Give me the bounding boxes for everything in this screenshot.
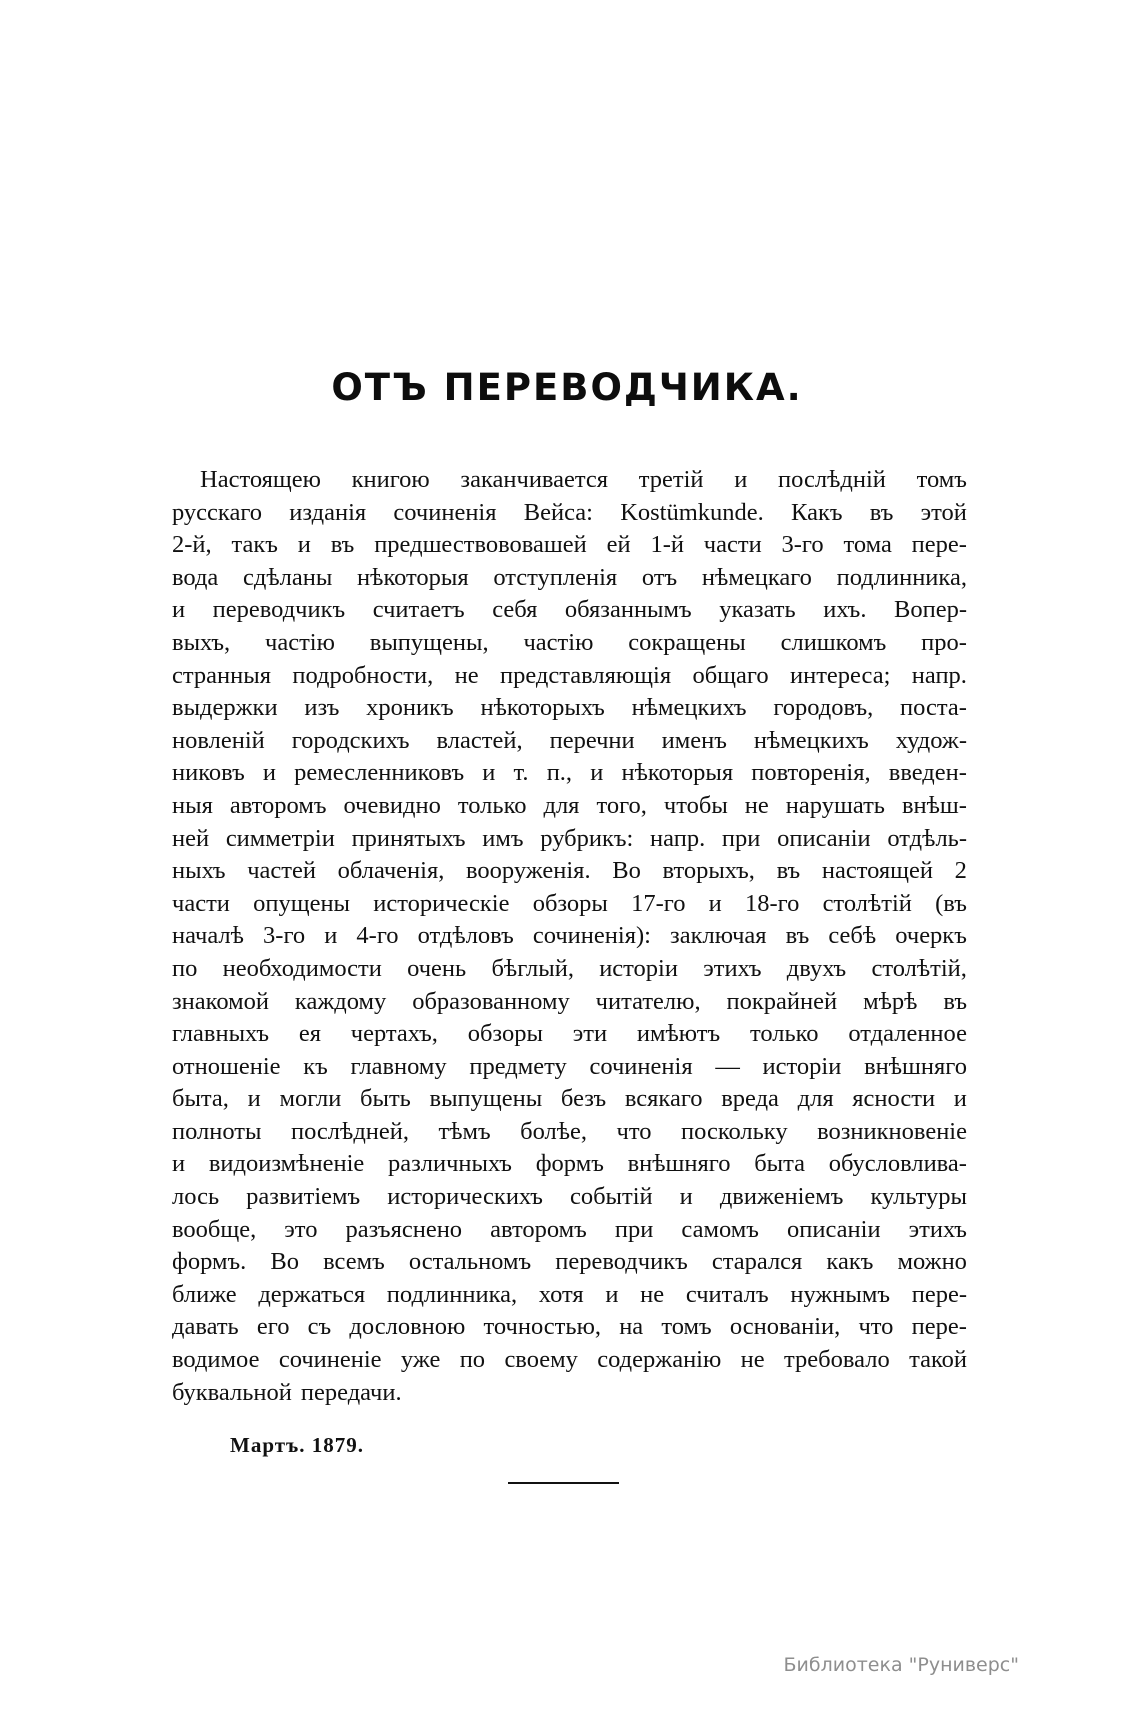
text-line: отношеніе къ главному предмету сочиненія — исторіи внѣшняго [172,1052,967,1080]
text-line: ней симметріи принятыхъ имъ рубрикъ: напр. при описаніи отдѣль- [172,824,967,852]
text-line: и видоизмѣненіе различныхъ формъ внѣшняго быта обусловлива- [172,1150,967,1178]
text-line: вообще, это разъяснено авторомъ при самомъ описаніи этихъ [172,1215,967,1243]
text-line: Настоящею книгою заканчивается третій и послѣдній томъ [200,466,967,493]
text-line: ближе держаться подлинника, хотя и не считалъ нужнымъ пере- [172,1280,967,1308]
text-line: странныя подробности, не представляющія общаго интереса; напр. [172,661,967,689]
text-line: водимое сочиненіе уже по своему содержанію не требовало такой [172,1346,967,1374]
text-line: главныхъ ея чертахъ, обзоры эти имѣютъ только отдаленное [172,1020,967,1048]
text-line: буквальной передачи. [172,1378,402,1406]
text-line: началѣ 3-го и 4-го отдѣловъ сочиненія): заключая въ себѣ очеркъ [172,922,967,950]
closing-rule [508,1482,619,1484]
text-line: русскаго изданія сочиненія Вейса: Kostümkunde. Какъ въ этой [172,498,967,526]
library-watermark: Библиотека "Руниверс" [783,1654,1019,1676]
page-title: ОТЪ ПЕРЕВОДЧИКА. [331,366,803,409]
date-signature: Мартъ. 1879. [230,1433,365,1457]
text-line: лось развитіемъ историческихъ событій и движеніемъ культуры [172,1183,967,1211]
text-line: выхъ, частію выпущены, частію сокращены слишкомъ про- [172,628,967,656]
text-line: быта, и могли быть выпущены безъ всякаго вреда для ясности и [172,1085,967,1113]
text-line: по необходимости очень бѣглый, исторіи этихъ двухъ столѣтій, [172,954,967,982]
text-line: формъ. Во всемъ остальномъ переводчикъ старался какъ можно [172,1248,967,1276]
text-line: и переводчикъ считаетъ себя обязаннымъ указать ихъ. Вопер- [172,596,967,624]
text-line: полноты послѣдней, тѣмъ болѣе, что поскольку возникновеніе [172,1117,967,1145]
text-line: ныхъ частей облаченія, вооруженія. Во вторыхъ, въ настоящей 2 [172,857,967,885]
text-line: давать его съ дословною точностью, на томъ основаніи, что пере- [172,1313,967,1341]
text-line: выдержки изъ хроникъ нѣкоторыхъ нѣмецкихъ городовъ, поста- [172,694,967,722]
text-line: 2-й, такъ и въ предшествововашей ей 1-й части 3-го тома пере- [172,531,967,559]
text-line: никовъ и ремесленниковъ и т. п., и нѣкоторыя повторенія, введен- [172,759,967,787]
text-line: новленій городскихъ властей, перечни именъ нѣмецкихъ худож- [172,726,967,754]
body-text [172,464,967,1409]
text-line: знакомой каждому образованному читателю, покрайней мѣрѣ въ [172,987,967,1015]
text-line: части опущены историческіе обзоры 17-го и 18-го столѣтій (въ [172,889,967,917]
text-line: ныя авторомъ очевидно только для того, чтобы не нарушать внѣш- [172,791,967,819]
text-line: вода сдѣланы нѣкоторыя отступленія отъ нѣмецкаго подлинника, [172,563,967,591]
